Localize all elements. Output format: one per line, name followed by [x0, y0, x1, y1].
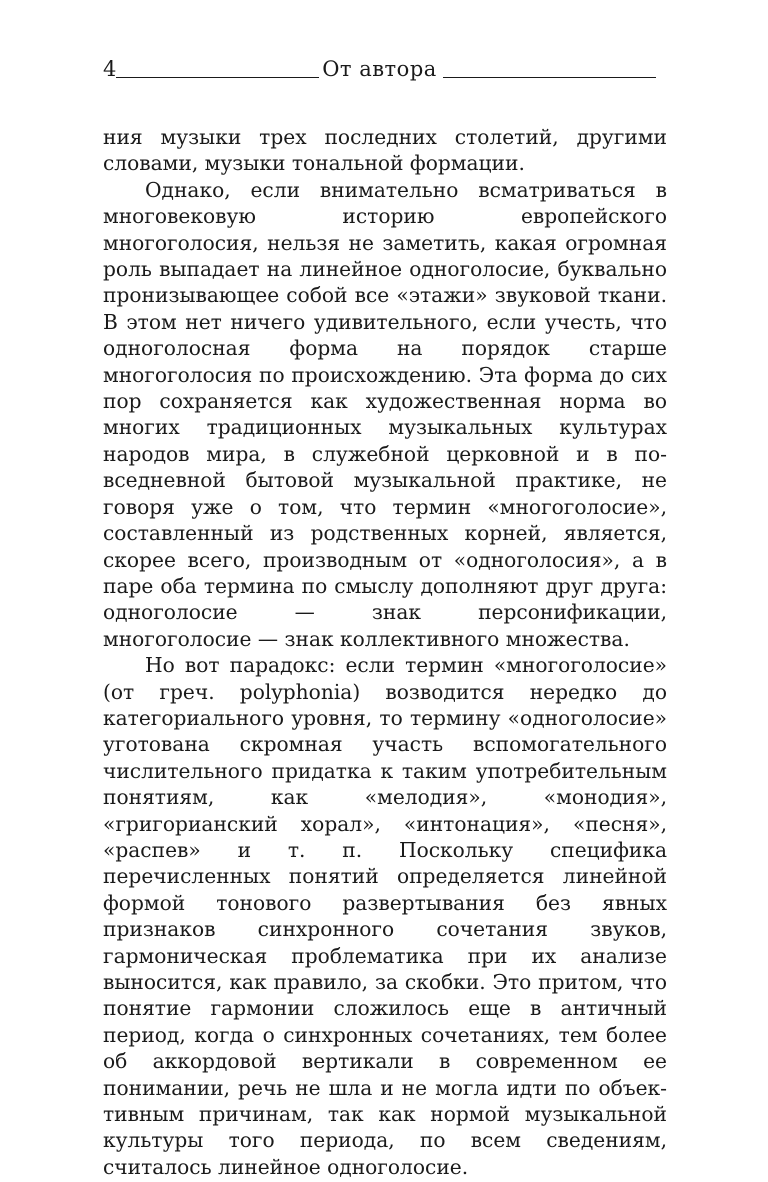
header-rule-right	[443, 77, 656, 78]
body-text	[103, 124, 667, 1180]
running-head	[103, 56, 656, 82]
paragraph: ния музыки трех последних столетий, другими словами, музыки тональной формации.	[103, 125, 667, 176]
paragraph: Но вот парадокс: если термин «многоголосие» (от греч. polyphonia) возводится нередко до категориального уровня, то термину «одноголосие» уготована скромная участь вспомогательного числительного придатка к таким употребительным понятиям, как «мелодия», «монодия», «григорианский хорал», «интонация», «песня», «распев» и т. п. Поскольку специфика перечисленных понятий определяется линейной формой тонового развертывания без явных признаков синхронного сочетания звуков, гармоническая проблематика при их анализе выносится, как правило, за скобки. Это притом, что понятие гармонии сложилось еще в античный период, когда о синхронных сочетаниях, тем более об аккордовой вертикали в современном ее понимании, речь не шла и не могла идти по объективным причинам, так как нормой музыкальной культуры того периода, по всем сведениям, считалось линейное одноголосие.	[103, 653, 667, 1179]
paragraph: Однако, если внимательно всматриваться в многовековую историю европейского многоголосия, нельзя не заметить, какая огромная роль выпадает на линейное одноголосие, буквально пронизывающее собой все «этажи» звуковой ткани. В этом нет ничего удивительного, если учесть, что одноголосная форма на порядок старше многоголосия по происхождению. Эта форма до сих пор сохраняется как художественная норма во многих традиционных музыкальных культурах народов мира, в служебной церковной и в повседневной бытовой музыкальной практике, не говоря уже о том, что термин «многоголосие», составленный из родственных корней, является, скорее всего, производным от «одноголосия», а в паре оба термина по смыслу дополняют друг друга: одноголосие — знак персонификации, многоголосие — знак коллективного множества.	[103, 177, 667, 651]
running-head-title: От автора	[322, 57, 437, 81]
page-number: 4	[103, 57, 117, 81]
